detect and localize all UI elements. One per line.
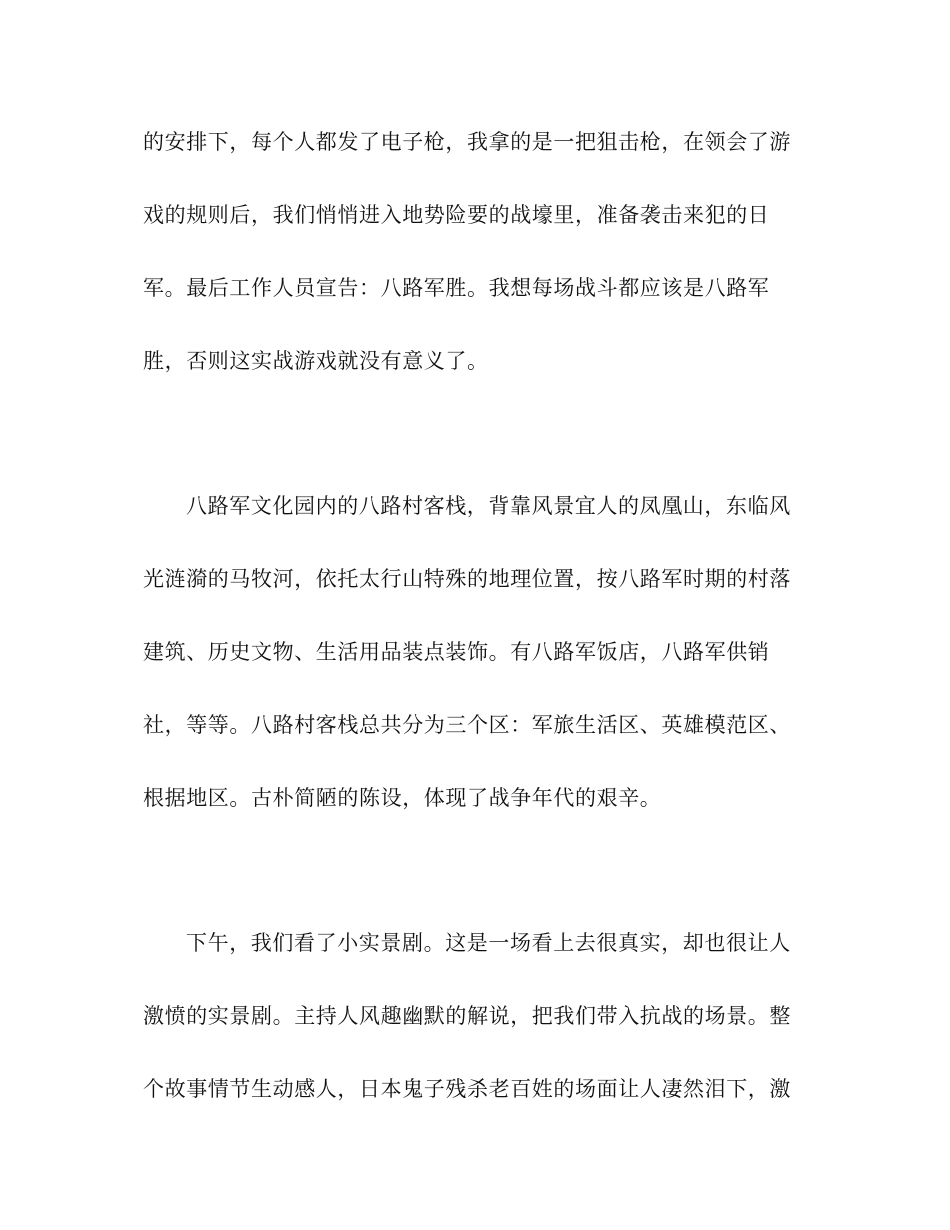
paragraph-2-line-1: 八路军文化园内的八路村客栈，背靠风景宜人的凤凰山，东临风 xyxy=(186,494,791,518)
paragraph-1-line-4: 胜，否则这实战游戏就没有意义了。 xyxy=(143,349,489,373)
paragraph-1-line-1: 的安排下，每个人都发了电子枪，我拿的是一把狙击枪，在领会了游 xyxy=(143,130,791,154)
paragraph-1-line-2: 戏的规则后，我们悄悄进入地势险要的战壕里，准备袭击来犯的日 xyxy=(143,203,770,227)
paragraph-2-line-4: 社，等等。八路村客栈总共分为三个区：军旅生活区、英雄模范区、 xyxy=(143,713,791,737)
paragraph-2-line-5: 根据地区。古朴简陋的陈设，体现了战争年代的艰辛。 xyxy=(143,786,662,810)
paragraph-2-line-3: 建筑、历史文物、生活用品装点装饰。有八路军饭店，八路军供销 xyxy=(143,640,770,664)
paragraph-1-line-3: 军。最后工作人员宣告：八路军胜。我想每场战斗都应该是八路军 xyxy=(143,276,770,300)
paragraph-3-line-1: 下午，我们看了小实景剧。这是一场看上去很真实，却也很让人 xyxy=(186,931,791,955)
paragraph-3-line-3: 个故事情节生动感人，日本鬼子残杀老百姓的场面让人凄然泪下，激 xyxy=(143,1077,791,1101)
paragraph-2-line-2: 光涟漪的马牧河，依托太行山特殊的地理位置，按八路军时期的村落 xyxy=(143,567,791,591)
paragraph-3-line-2: 激愤的实景剧。主持人风趣幽默的解说，把我们带入抗战的场景。整 xyxy=(143,1004,791,1028)
